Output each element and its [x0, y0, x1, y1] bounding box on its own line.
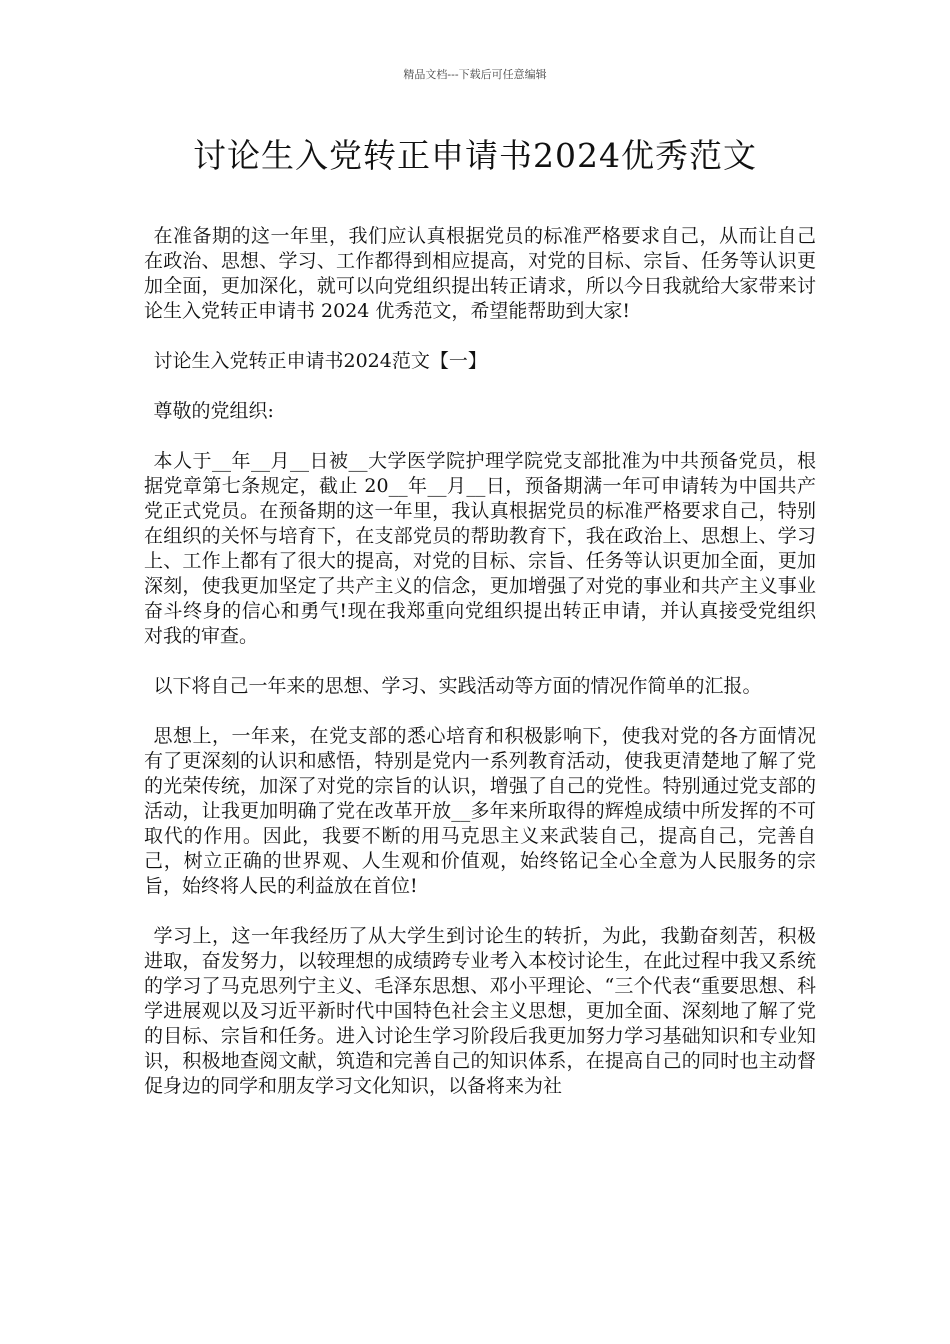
document-title: 讨论生入党转正申请书2024优秀范文 [193, 136, 757, 175]
body-paragraph: 本人于__年__月__日被__大学医学院护理学院党支部批准为中共预备党员，根据党章第七条规定，截止 20__年__月__日，预备期满一年可申请转为中国共产党正式党员。在预备期的这一年里，我认真根据党员的标准严格要求自己，特别在组织的关怀与培育下，在支部党员的帮助教育下，我在政治上、思想上、学习上、工作上都有了很大的提高，对党的目标、宗旨、任务等认识更加全面，更加深刻，使我更加坚定了共产主义的信念，更加增强了对党的事业和共产主义事业奋斗终身的信心和勇气!现在我郑重向党组织提出转正申请，并认真接受党组织对我的审查。 [144, 450, 816, 647]
body-paragraph: 以下将自己一年来的思想、学习、实践活动等方面的情况作简单的汇报。 [153, 675, 762, 697]
page-header: 精品文档---下载后可任意编辑 [403, 68, 547, 81]
salutation: 尊敬的党组织: [153, 400, 274, 422]
body-paragraph: 思想上，一年来，在党支部的悉心培育和积极影响下，使我对党的各方面情况有了更深刻的认识和感悟，特别是党内一系列教育活动，使我更清楚地了解了党的光荣传统，加深了对党的宗旨的认识，增强了自己的党性。特别通过党支部的活动，让我更加明确了党在改革开放__多年来所取得的辉煌成绩中所发挥的不可取代的作用。因此，我要不断的用马克思主义来武装自己，提高自己，完善自己，树立正确的世界观、人生观和价值观，始终铭记全心全意为人民服务的宗旨，始终将人民的利益放在首位! [144, 725, 816, 897]
body-paragraph: 学习上，这一年我经历了从大学生到讨论生的转折，为此，我勤奋刻苦，积极进取，奋发努力，以较理想的成绩跨专业考入本校讨论生，在此过程中我又系统的学习了马克思列宁主义、毛泽东思想、邓小平理论、“三个代表“重要思想、科学进展观以及习近平新时代中国特色社会主义思想，更加全面、深刻地了解了党的目标、宗旨和任务。进入讨论生学习阶段后我更加努力学习基础知识和专业知识，积极地查阅文献，筑造和完善自己的知识体系，在提高自己的同时也主动督促身边的同学和朋友学习文化知识，以备将来为社 [144, 925, 816, 1097]
intro-paragraph: 在准备期的这一年里，我们应认真根据党员的标准严格要求自己，从而让自己在政治、思想、学习、工作都得到相应提高，对党的目标、宗旨、任务等认识更加全面，更加深化，就可以向党组织提出转正请求，所以今日我就给大家带来讨论生入党转正申请书 2024 优秀范文，希望能帮助到大家! [144, 225, 816, 322]
section-heading: 讨论生入党转正申请书2024范文【一】 [153, 350, 487, 372]
document-body [144, 224, 816, 1124]
